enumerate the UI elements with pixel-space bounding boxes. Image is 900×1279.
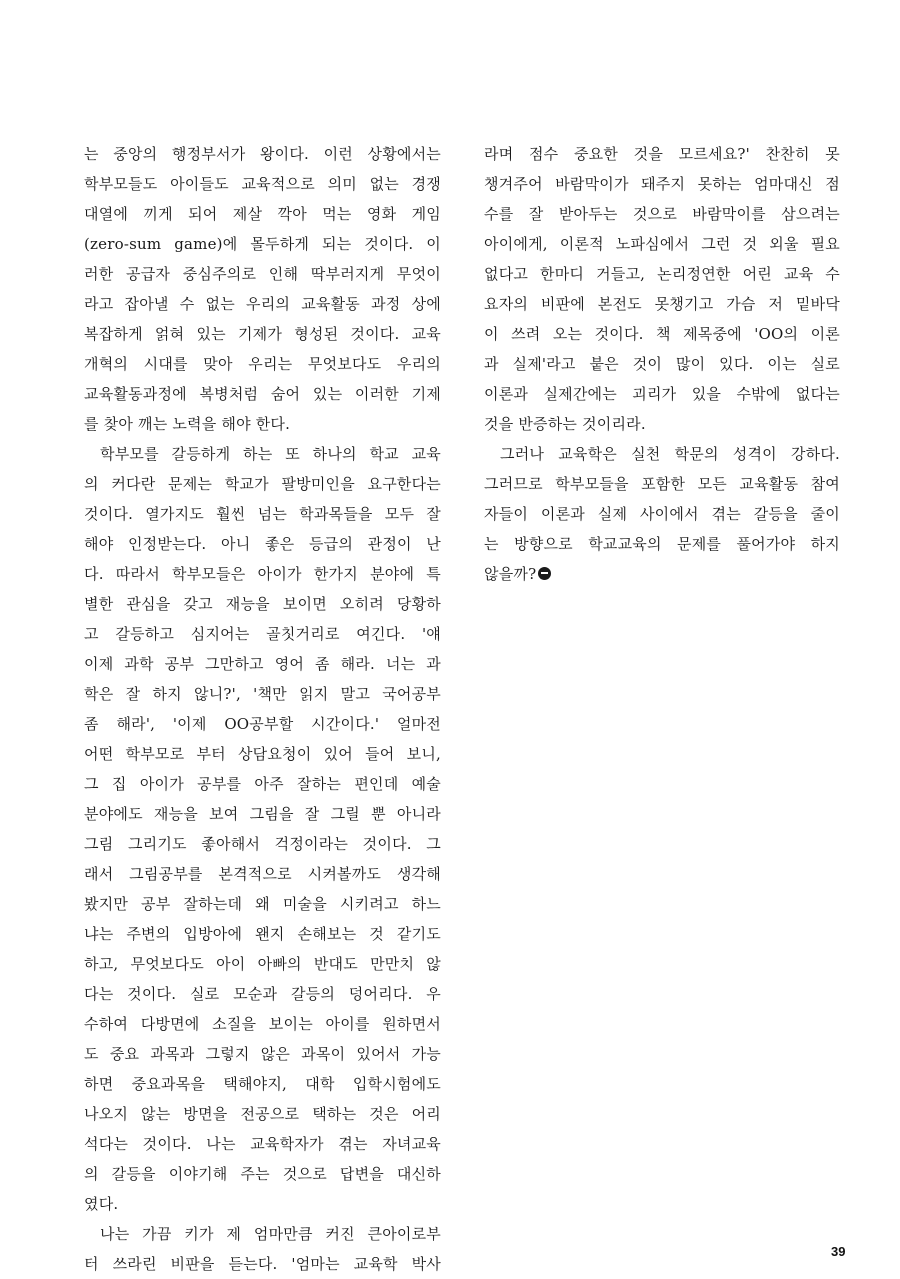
text-line: 학부모를 갈등하게 하는 또 하나의 학교 교육 bbox=[100, 445, 441, 463]
closing-line bbox=[484, 559, 840, 589]
text-line: 수하여 다방면에 소질을 보이는 아이를 원하면서 bbox=[84, 1015, 441, 1033]
text-line: 이제 과학 공부 그만하고 영어 좀 해라. 너는 과 bbox=[84, 655, 441, 673]
text-line: (zero-sum game)에 몰두하게 되는 것이다. 이 bbox=[84, 235, 441, 253]
text-line: 교육활동과정에 복병처럼 숨어 있는 이러한 기제 bbox=[84, 385, 441, 403]
text-line: 그림 그리기도 좋아해서 걱정이라는 것이다. 그 bbox=[84, 835, 441, 853]
text-line: 의 갈등을 이야기해 주는 것으로 답변을 대신하 bbox=[84, 1165, 441, 1183]
text-line: 자들이 이론과 실제 사이에서 겪는 갈등을 줄이 bbox=[484, 505, 840, 523]
text-line: 그러므로 학부모들을 포함한 모든 교육활동 참여 bbox=[484, 475, 840, 493]
text-line: 는 방향으로 학교교육의 문제를 풀어가야 하지 bbox=[484, 535, 840, 553]
text-line: 고 갈등하고 심지어는 골칫거리로 여긴다. '얘 bbox=[84, 625, 441, 643]
text-line: 다는 것이다. 실로 모순과 갈등의 덩어리다. 우 bbox=[84, 985, 441, 1003]
text-line: 러한 공급자 중심주의로 인해 딱부러지게 무엇이 bbox=[84, 265, 441, 283]
text-line: 나는 가끔 키가 제 엄마만큼 커진 큰아이로부 bbox=[100, 1225, 441, 1243]
text-line: 의 커다란 문제는 학교가 팔방미인을 요구한다는 bbox=[84, 475, 441, 493]
text-line: 복잡하게 얽혀 있는 기제가 형성된 것이다. 교육 bbox=[84, 325, 441, 343]
text-line: 대열에 끼게 되어 제살 깍아 먹는 영화 게임 bbox=[84, 205, 441, 223]
text-line: 다. 따라서 학부모들은 아이가 한가지 분야에 특 bbox=[84, 565, 441, 583]
text-line: 분야에도 재능을 보여 그림을 잘 그릴 뿐 아니라 bbox=[84, 805, 441, 823]
text-line: 그 집 아이가 공부를 아주 잘하는 편인데 예술 bbox=[84, 775, 441, 793]
text-line: 개혁의 시대를 맞아 우리는 무엇보다도 우리의 bbox=[84, 355, 441, 373]
text-line: 를 찾아 깨는 노력을 해야 한다. bbox=[84, 415, 291, 433]
left-text-column bbox=[84, 139, 441, 1279]
text-line: 터 쓰라린 비판을 듣는다. '엄마는 교육학 박사 bbox=[84, 1255, 441, 1273]
right-text-column bbox=[484, 139, 840, 589]
text-line: 석다는 것이다. 나는 교육학자가 겪는 자녀교육 bbox=[84, 1135, 441, 1153]
text-line: 그러나 교육학은 실천 학문의 성격이 강하다. bbox=[500, 445, 840, 463]
text-line: 좀 해라', '이제 OO공부할 시간이다.' 얼마전 bbox=[84, 715, 441, 733]
text-line: 요자의 비판에 본전도 못챙기고 가슴 저 밑바닥 bbox=[484, 295, 840, 313]
text-line: 래서 그림공부를 본격적으로 시켜볼까도 생각해 bbox=[84, 865, 441, 883]
text-line: 것을 반증하는 것이리라. bbox=[484, 415, 646, 433]
text-line: 이 쓰려 오는 것이다. 책 제목중에 'OO의 이론 bbox=[484, 325, 840, 343]
text-line: 라며 점수 중요한 것을 모르세요?' 찬찬히 못 bbox=[484, 145, 840, 163]
text-line: 도 중요 과목과 그렇지 않은 과목이 있어서 가능 bbox=[84, 1045, 441, 1063]
text-line: 냐는 주변의 입방아에 왠지 손해보는 것 같기도 bbox=[84, 925, 441, 943]
text-line: 아이에게, 이론적 노파심에서 그런 것 외울 필요 bbox=[484, 235, 840, 253]
text-line: 이론과 실제간에는 괴리가 있을 수밖에 없다는 bbox=[484, 385, 840, 403]
text-line: 학부모들도 아이들도 교육적으로 의미 없는 경쟁 bbox=[84, 175, 441, 193]
text-line: 별한 관심을 갖고 재능을 보이면 오히려 당황하 bbox=[84, 595, 441, 613]
text-line: 라고 잡아낼 수 없는 우리의 교육활동 과정 상에 bbox=[84, 295, 441, 313]
text-line: 해야 인정받는다. 아니 좋은 등급의 관정이 난 bbox=[84, 535, 441, 553]
page-number: 39 bbox=[831, 1244, 846, 1259]
text-line: 나오지 않는 방면을 전공으로 택하는 것은 어리 bbox=[84, 1105, 441, 1123]
text-line: 과 실제'라고 붙은 것이 많이 있다. 이는 실로 bbox=[484, 355, 840, 373]
text-line: 학은 잘 하지 않니?', '책만 읽지 말고 국어공부 bbox=[84, 685, 441, 703]
text-line: 없다고 한마디 거들고, 논리정연한 어린 교육 수 bbox=[484, 265, 840, 283]
text-line: 챙겨주어 바람막이가 돼주지 못하는 엄마대신 점 bbox=[484, 175, 840, 193]
text-line: 어떤 학부모로 부터 상담요청이 있어 들어 보니, bbox=[84, 745, 441, 763]
text-line: 하면 중요과목을 택해야지, 대학 입학시험에도 bbox=[84, 1075, 441, 1093]
text-line: 것이다. 열가지도 훨씬 넘는 학과목들을 모두 잘 bbox=[84, 505, 441, 523]
closing-text: 않을까? bbox=[484, 565, 537, 583]
text-line: 하고, 무엇보다도 아이 아빠의 반대도 만만치 않 bbox=[84, 955, 441, 973]
text-line: 봤지만 공부 잘하는데 왜 미술을 시키려고 하느 bbox=[84, 895, 441, 913]
end-of-article-icon bbox=[538, 567, 551, 580]
text-line: 는 중앙의 행정부서가 왕이다. 이런 상황에서는 bbox=[84, 145, 441, 163]
text-line: 수를 잘 받아두는 것으로 바람막이를 삼으려는 bbox=[484, 205, 840, 223]
text-line: 였다. bbox=[84, 1195, 119, 1213]
